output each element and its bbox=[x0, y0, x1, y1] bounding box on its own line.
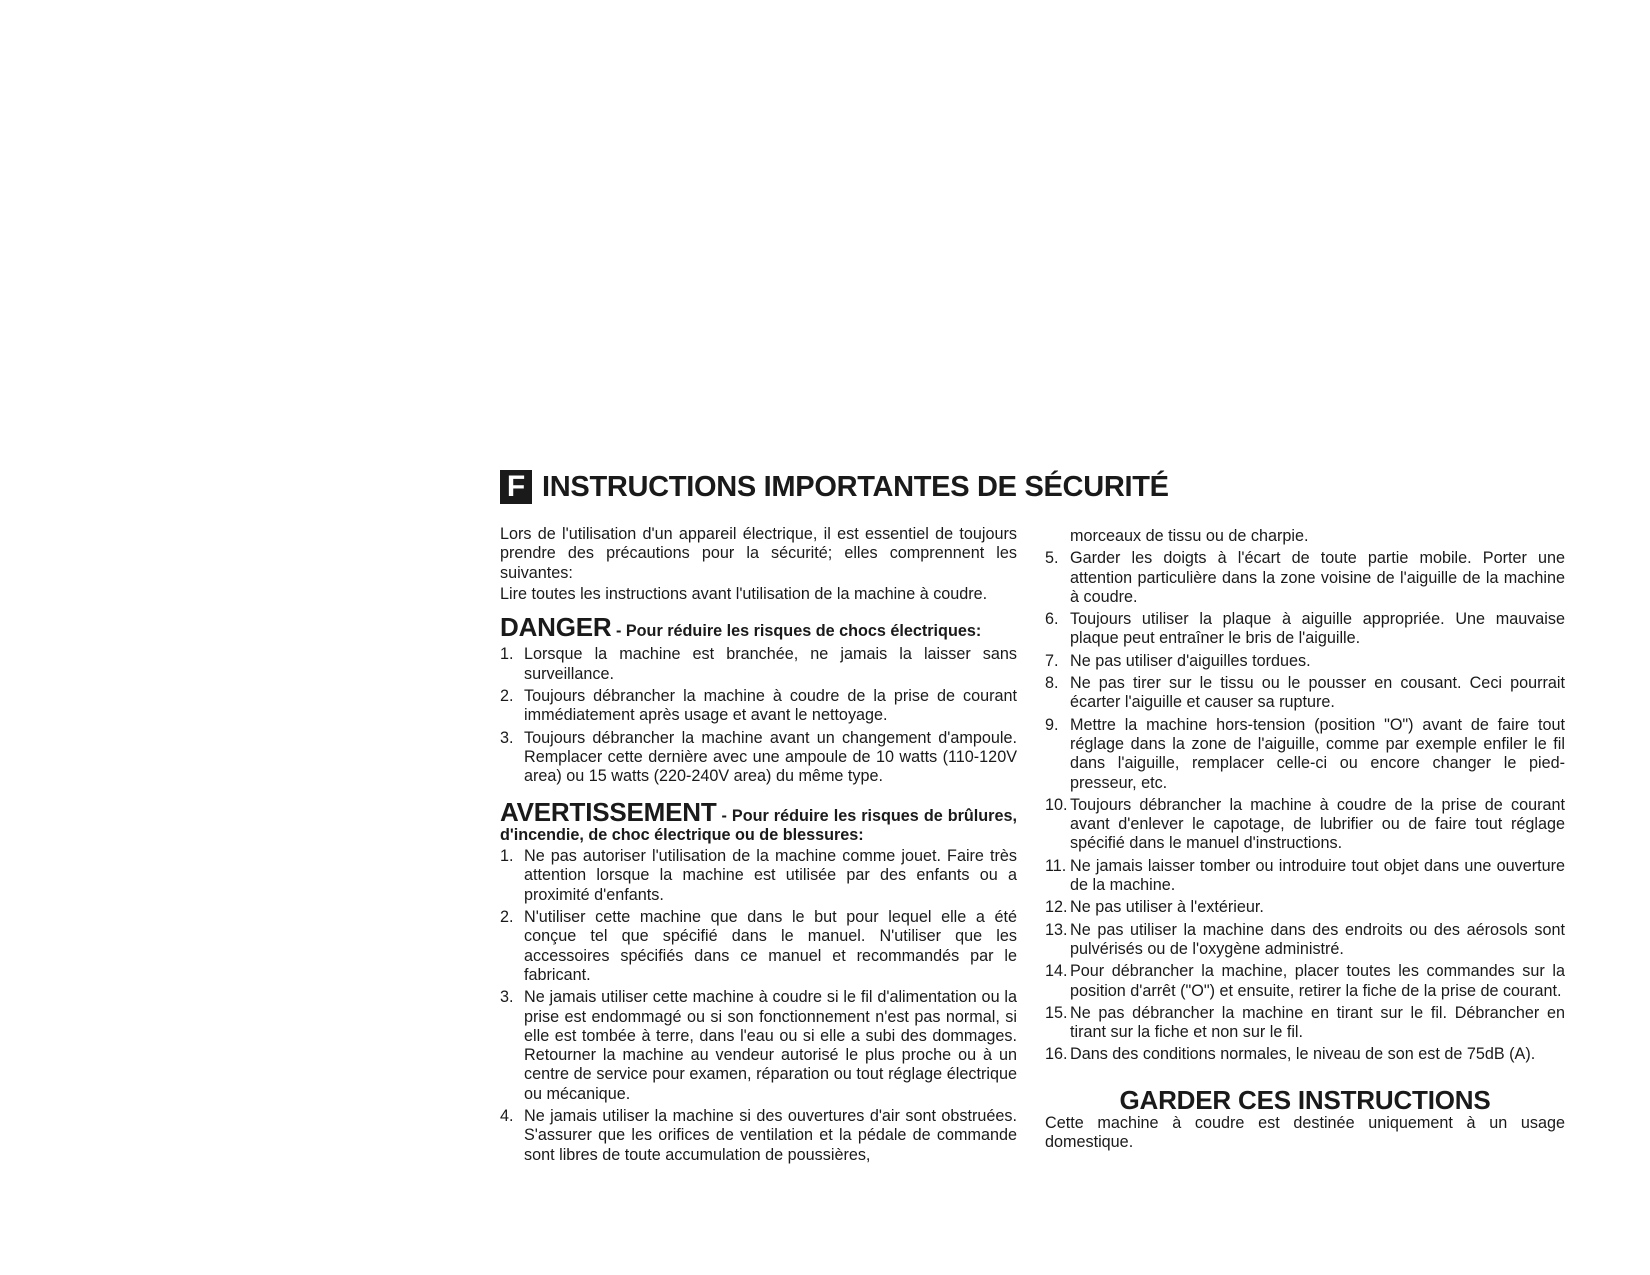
list-item: 3. Toujours débrancher la machine avant un changement d'ampoule. Remplacer cette dernière avec une ampoule de 10 watts (110-120V area) ou 15 watts (220-240V area) du même type. bbox=[500, 728, 1017, 786]
list-item: 2. Toujours débrancher la machine à coudre de la prise de courant immédiatement après usage et avant le nettoyage. bbox=[500, 687, 1017, 725]
keep-instructions-title: GARDER CES INSTRUCTIONS bbox=[1119, 1084, 1491, 1115]
page-title: INSTRUCTIONS IMPORTANTES DE SÉCURITÉ bbox=[542, 471, 1169, 503]
list-item: 9. Mettre la machine hors-tension (position "O") avant de faire tout réglage dans la zone de l'aiguille, comme par exemple enfiler le fil dans l'aiguille, remplacer celle-ci ou encore changer le pied-presseur, etc. bbox=[1045, 715, 1565, 792]
language-badge: F bbox=[500, 470, 532, 504]
intro-paragraph: Lors de l'utilisation d'un appareil électrique, il est essentiel de toujours prendre des précautions pour la sécurité; elles comprennent les suivantes: bbox=[500, 525, 1017, 582]
list-item: 6. Toujours utiliser la plaque à aiguille appropriée. Une mauvaise plaque peut entraîner le bris de l'aiguille. bbox=[1045, 610, 1565, 648]
danger-label: DANGER bbox=[500, 612, 612, 643]
list-item: 14. Pour débrancher la machine, placer toutes les commandes sur la position d'arrêt ("O") et ensuite, retirer la fiche de la prise de courant. bbox=[1045, 962, 1565, 1000]
list-item: 1. Lorsque la machine est branchée, ne jamais la laisser sans surveillance. bbox=[500, 645, 1017, 683]
list-item: 5. Garder les doigts à l'écart de toute partie mobile. Porter une attention particulière dans la zone voisine de l'aiguille de la machine à coudre. bbox=[1045, 549, 1565, 606]
list-item: 11. Ne jamais laisser tomber ou introduire tout objet dans une ouverture de la machine. bbox=[1045, 856, 1565, 895]
page-header bbox=[500, 470, 1169, 504]
warning-label: AVERTISSEMENT bbox=[500, 796, 717, 827]
read-all-instructions: Lire toutes les instructions avant l'utilisation de la machine à coudre. bbox=[500, 584, 988, 603]
list-item: 8. Ne pas tirer sur le tissu ou le pousser en cousant. Ceci pourrait écarter l'aiguille et causer sa rupture. bbox=[1045, 674, 1565, 712]
list-item: 10. Toujours débrancher la machine à coudre de la prise de courant avant d'enlever le capotage, de lubrifier ou de faire tout réglage spécifié dans le manuel d'instructions. bbox=[1045, 795, 1565, 853]
list-item: 13. Ne pas utiliser la machine dans des endroits ou des aérosols sont pulvérisés ou de l'oxygène administré. bbox=[1045, 920, 1565, 958]
warning-list-continued bbox=[1045, 549, 1565, 1064]
list-item: 2. N'utiliser cette machine que dans le but pour lequel elle a été conçue tel que spécifié dans le manuel. N'utiliser que les accessoires spécifiés dans ce manuel et recommandés par le fabricant. bbox=[500, 908, 1017, 984]
list-item: 7. Ne pas utiliser d'aiguilles tordues. bbox=[1045, 651, 1311, 670]
list-item: 12. Ne pas utiliser à l'extérieur. bbox=[1045, 898, 1264, 917]
list-item: 1. Ne pas autoriser l'utilisation de la machine comme jouet. Faire très attention lorsque la machine est utilisée par des enfants ou a proximité d'enfants. bbox=[500, 847, 1017, 904]
item-4-continuation: morceaux de tissu ou de charpie. bbox=[1070, 527, 1309, 545]
domestic-use-note: Cette machine à coudre est destinée uniquement à un usage domestique. bbox=[1045, 1114, 1565, 1152]
left-column bbox=[500, 525, 1017, 1168]
list-item: 16. Dans des conditions normales, le niveau de son est de 75dB (A). bbox=[1045, 1045, 1536, 1064]
list-item: 4. Ne jamais utiliser la machine si des ouvertures d'air sont obstruées. S'assurer que les orifices de ventilation et la pédale de commande sont libres de toute accumulation de poussières, bbox=[500, 1107, 1017, 1164]
danger-subtitle: - Pour réduire les risques de chocs électriques: bbox=[611, 622, 982, 641]
danger-heading bbox=[500, 612, 1017, 643]
list-item: 3. Ne jamais utiliser cette machine à coudre si le fil d'alimentation ou la prise est endommagé ou si son fonctionnement n'est pas normal, si elle est tombée à terre, dans l'eau ou si elle a subi des dommages. Retourner la machine au vendeur autorisé le plus proche ou à un centre de service pour examen, réparation ou tout réglage électrique ou mécanique. bbox=[500, 988, 1017, 1103]
right-column bbox=[1045, 527, 1565, 1153]
warning-list bbox=[500, 847, 1017, 1165]
list-item: 15. Ne pas débrancher la machine en tirant sur le fil. Débrancher en tirant sur la fiche et non sur le fil. bbox=[1045, 1003, 1565, 1042]
warning-heading bbox=[500, 796, 1017, 846]
danger-list bbox=[500, 645, 1017, 786]
warning-subtitle: - Pour réduire les risques de brûlures, d'incendie, de choc électrique ou de blessures: bbox=[500, 806, 1017, 844]
